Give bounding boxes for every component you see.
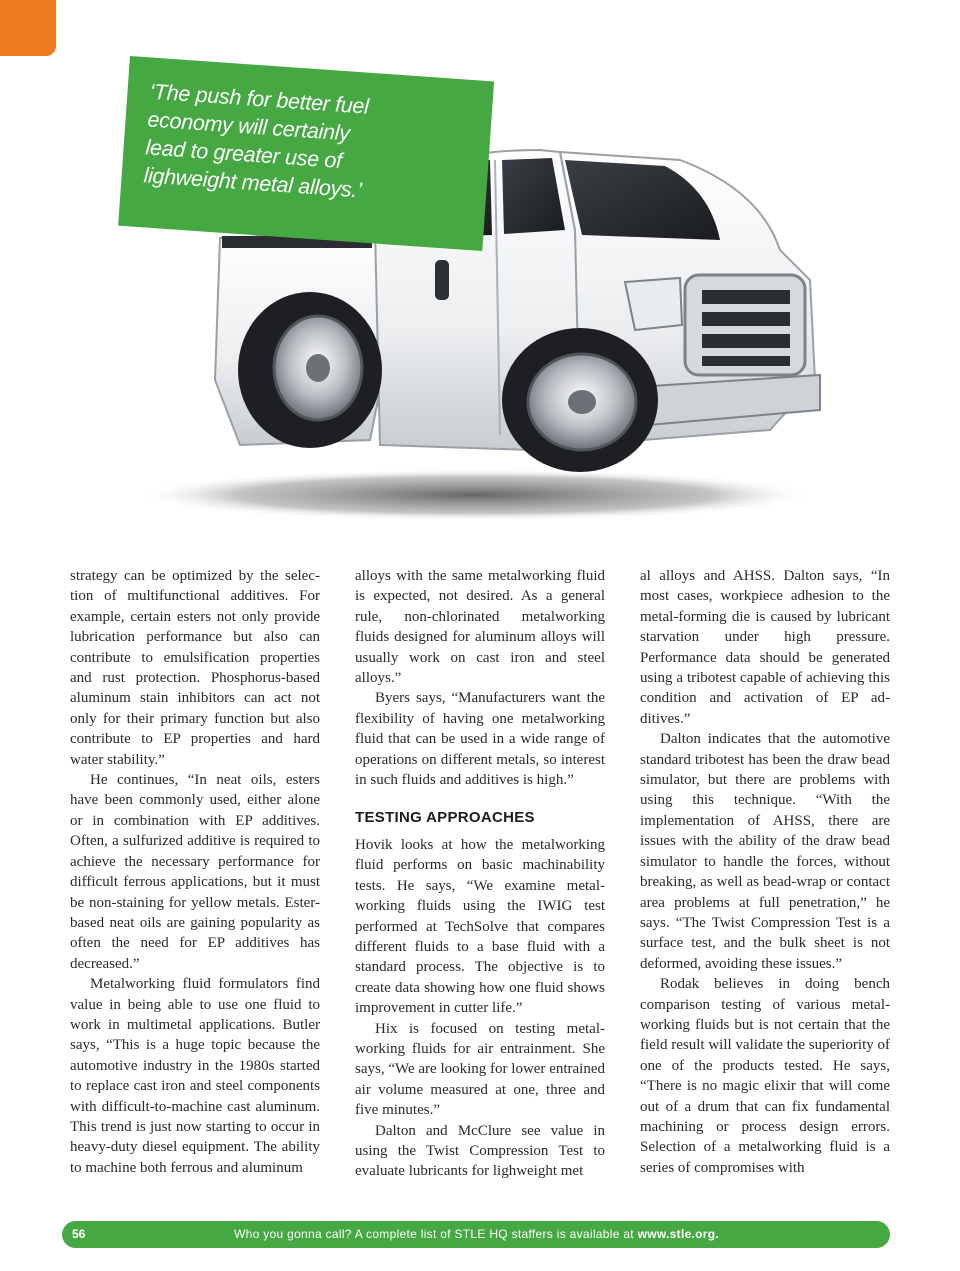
footer-text [234,1227,719,1241]
truck-shadow [135,469,815,520]
paragraph: al alloys and AHSS. Dalton says, “In most cases, workpiece adhesion to the metal-forming die is caused by lubricant starvation under high pressure. Performance data should be generated using a tribotest capable of achieving this condition and activation of EP additives.” [640,568,890,727]
paragraph: strategy can be optimized by the selection of multifunctional additives. For example, certain esters not only provide lubrication performance but also can contribute to emulsification properties and rust protection. Phosphorus-based aluminum stain inhibitors can act not only for their primary function but also contribute to EP properties and hard water stability.” [70,568,320,768]
paragraph: He continues, “In neat oils, esters have been commonly used, either alone or in combination with EP additives. Often, a sulfurized additive is required to achieve the necessary performance for difficult ferrous applications, but it must be non-staining for yellow metals. Ester-based neat oils are gaining popularity as often the need for EP additives has decreased.” [70,772,320,972]
paragraph: Metalworking fluid formulators find value in being able to use one fluid to work in multimetal applications. Butler says, “This is a huge topic because the automotive industry in the 1980s started to replace cast iron and steel components with difficult-to-machine cast aluminum. This trend is just now starting to occur in heavy-duty diesel equipment. The ability to machine both ferrous and aluminum [70,976,320,1176]
paragraph: Dalton indicates that the automotive standard tribotest has been the draw bead simulator, but there are problems with using this technique. “With the implementation of AHSS, there are issues with the ability of the draw bead simulator to handle the forces, without breaking, as well as bead-wrap or contact area problems at full penetration,” he says. “The Twist Compression Test is a surface test, and the bulk sheet is not deformed, avoiding these issues.” [640,731,890,972]
door-handle [435,260,449,300]
footer-bar [62,1221,890,1248]
paragraph: Dalton and McClure see value in using the Twist Compression Test to evaluate lubricants for lighweight met [355,1122,605,1180]
pull-quote [118,56,494,251]
page-number: 56 [72,1227,86,1241]
footer-link[interactable]: www.stle.org. [637,1227,720,1241]
footer-message: Who you gonna call? A complete list of STLE HQ staffers is available at [234,1227,638,1241]
column-3 [640,566,890,1178]
pull-quote-text: ‘The push for better fuel economy will certainly lead to greater use of lighweight metal alloys.’ [142,79,370,203]
column-1 [70,566,320,1178]
article-body [70,566,890,1206]
paragraph: Hovik looks at how the metalworking fluid performs on basic machinability tests. He says, “We examine metalworking fluids using the IWIG test performed at TechSolve that compares different fluids to a base fluid with a standard process. The objective is to create data showing how one fluid shows improvement in cutter life.” [355,836,605,1017]
column-2 [355,566,605,1182]
corner-tab [0,0,56,56]
headlight [625,278,682,330]
section-heading: TESTING APPROACHES [355,809,535,827]
paragraph: alloys with the same metalworking fluid is expected, not desired. As a general rule, non-chlorinated metalworking fluids designed for aluminum alloys will usually work on cast iron and steel alloys.” [355,568,605,687]
paragraph: Hix is focused on testing metalworking fluids for air entrainment. She says, “We are looking for lower entrained air volume measured at one, three and five minutes.” [355,1020,605,1119]
paragraph: Rodak believes in doing bench comparison testing of various metalworking fluids but is not certain that the field result will validate the superiority of one of the products tested. He says, “There is no magic elixir that will come out of a drum that can fix fundamental machining or process design errors. Selection of a metalworking fluid is a series of compromises with [640,976,890,1176]
paragraph: Byers says, “Manufacturers want the flexibility of having one metalworking fluid that can be used in a wide range of operations on different metals, so interest in such fluids and additives is high.” [355,690,605,789]
